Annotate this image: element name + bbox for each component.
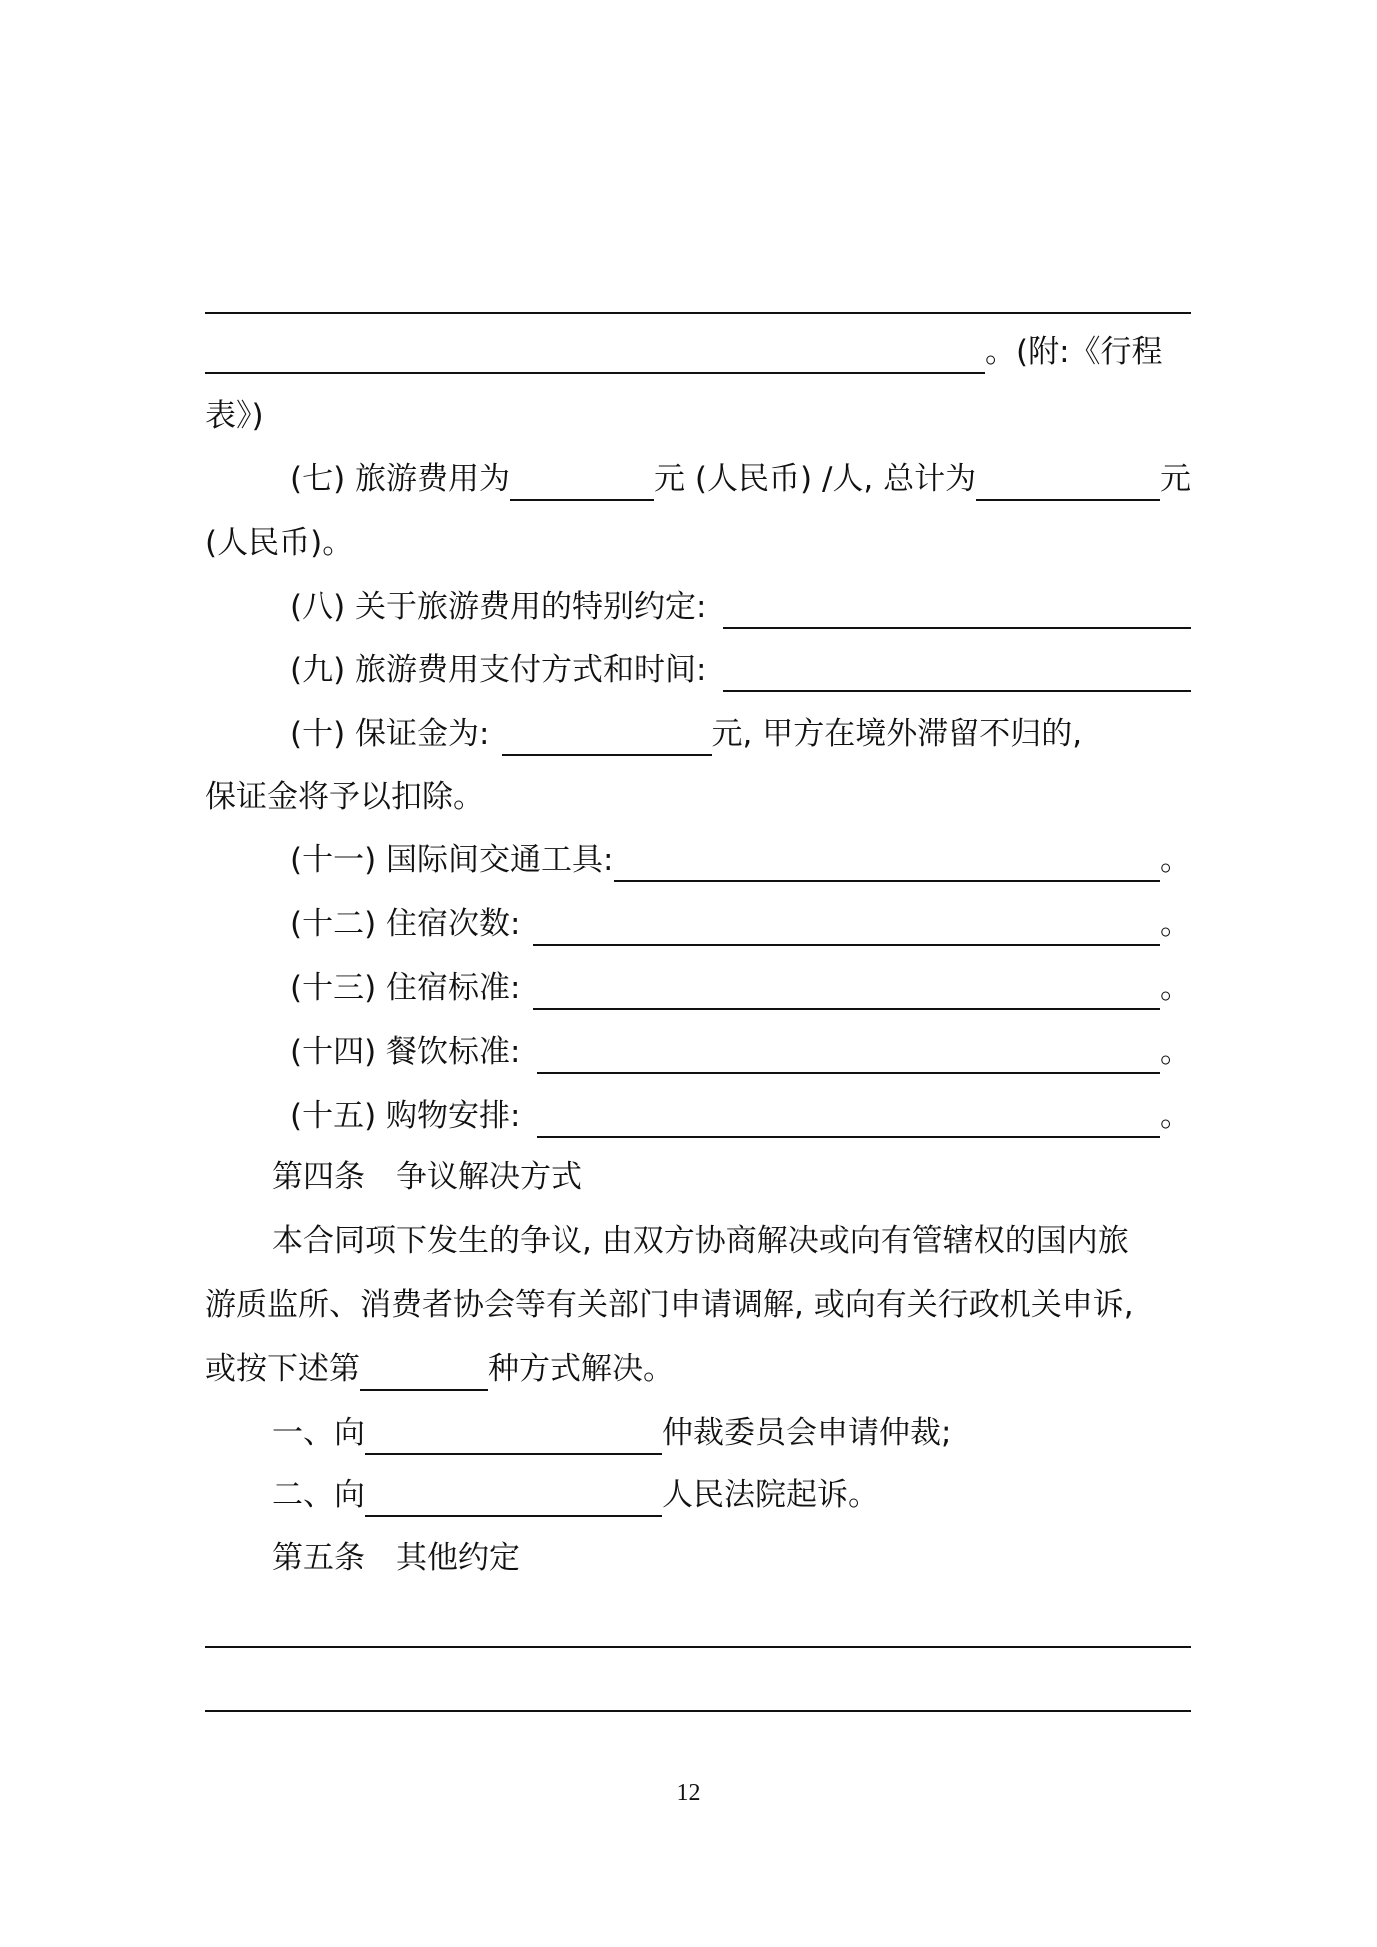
period: 。 bbox=[1160, 1098, 1191, 1134]
text: 本合同项下发生的争议, 由双方协商解决或向有管辖权的国内旅 bbox=[272, 1223, 1129, 1259]
itinerary-line-end bbox=[205, 394, 1191, 438]
arbitration-committee-field[interactable] bbox=[365, 1419, 662, 1455]
accommodation-nights-field[interactable] bbox=[533, 910, 1161, 946]
period: 。 bbox=[1160, 970, 1191, 1006]
option-arbitration bbox=[205, 1411, 1191, 1455]
other-agreement-line-1[interactable] bbox=[205, 1646, 1191, 1648]
text: (人民币)。 bbox=[205, 525, 354, 561]
court-field[interactable] bbox=[365, 1481, 662, 1517]
payment-method-field[interactable] bbox=[723, 656, 1192, 692]
shopping-field[interactable] bbox=[537, 1102, 1161, 1138]
page-number: 12 bbox=[676, 1780, 701, 1806]
item-11 bbox=[205, 838, 1191, 882]
text: 一、向 bbox=[272, 1415, 365, 1451]
item-8 bbox=[205, 585, 1191, 629]
meal-standard-field[interactable] bbox=[537, 1038, 1161, 1074]
dispute-paragraph-line-3 bbox=[205, 1347, 1191, 1391]
item-9-label: (九) 旅游费用支付方式和时间: bbox=[290, 652, 707, 688]
item-7-label: (七) 旅游费用为 bbox=[290, 461, 511, 497]
text: 表》) bbox=[205, 398, 264, 434]
article-5-title bbox=[205, 1536, 1191, 1580]
deposit-field[interactable] bbox=[502, 720, 712, 756]
item-9 bbox=[205, 648, 1191, 692]
dispute-paragraph-line-1 bbox=[205, 1219, 1191, 1263]
item-10-label: (十) 保证金为: bbox=[290, 716, 490, 752]
heading: 第五条 其他约定 bbox=[272, 1540, 520, 1576]
text: 仲裁委员会申请仲裁; bbox=[662, 1415, 952, 1451]
item-7 bbox=[205, 457, 1191, 501]
itinerary-line bbox=[205, 330, 1191, 374]
text: 或按下述第 bbox=[205, 1351, 360, 1387]
transport-field[interactable] bbox=[614, 846, 1161, 882]
period: 。 bbox=[1160, 842, 1191, 878]
item-10 bbox=[205, 712, 1191, 756]
period: 。 bbox=[1160, 1034, 1191, 1070]
total-price-field[interactable] bbox=[976, 465, 1160, 501]
item-10-cont bbox=[205, 775, 1191, 819]
item-7-mid: 元 (人民币) /人, 总计为 bbox=[654, 461, 977, 497]
item-13-label: (十三) 住宿标准: bbox=[290, 970, 521, 1006]
resolution-option-field[interactable] bbox=[360, 1355, 488, 1391]
item-7-cont bbox=[205, 521, 1191, 565]
item-14-label: (十四) 餐饮标准: bbox=[290, 1034, 521, 1070]
text: 二、向 bbox=[272, 1477, 365, 1513]
item-8-label: (八) 关于旅游费用的特别约定: bbox=[290, 589, 707, 625]
special-fee-agreement-field[interactable] bbox=[723, 593, 1192, 629]
item-13 bbox=[205, 966, 1191, 1010]
option-court bbox=[205, 1473, 1191, 1517]
blank-field[interactable] bbox=[205, 338, 985, 374]
item-15 bbox=[205, 1094, 1191, 1138]
item-12 bbox=[205, 902, 1191, 946]
price-per-person-field[interactable] bbox=[510, 465, 654, 501]
dispute-paragraph-line-2 bbox=[205, 1283, 1191, 1327]
item-14 bbox=[205, 1030, 1191, 1074]
accommodation-standard-field[interactable] bbox=[533, 974, 1161, 1010]
text: 种方式解决。 bbox=[488, 1351, 674, 1387]
period: 。 bbox=[1160, 906, 1191, 942]
item-7-unit: 元 bbox=[1160, 461, 1191, 497]
text: 人民法院起诉。 bbox=[662, 1477, 879, 1513]
article-4-title bbox=[205, 1155, 1191, 1199]
item-12-label: (十二) 住宿次数: bbox=[290, 906, 521, 942]
itinerary-attachment: 。(附:《行程 bbox=[985, 334, 1163, 370]
item-15-label: (十五) 购物安排: bbox=[290, 1098, 521, 1134]
text: 保证金将予以扣除。 bbox=[205, 779, 484, 815]
other-agreement-line-2[interactable] bbox=[205, 1710, 1191, 1712]
item-11-label: (十一) 国际间交通工具: bbox=[290, 842, 614, 878]
blank-rule bbox=[205, 312, 1191, 314]
text: 游质监所、消费者协会等有关部门申请调解, 或向有关行政机关申诉, bbox=[205, 1287, 1134, 1323]
item-10-text: 元, 甲方在境外滞留不归的, bbox=[711, 716, 1083, 752]
heading: 第四条 争议解决方式 bbox=[272, 1159, 582, 1195]
